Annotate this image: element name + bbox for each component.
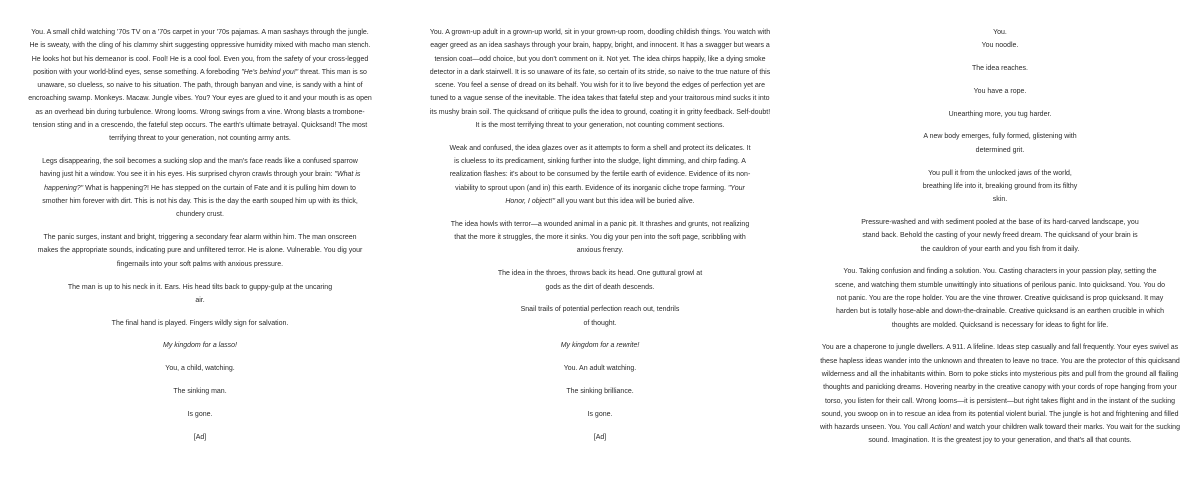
- paragraph: You have a rope.: [973, 87, 1027, 95]
- paragraph: The final hand is played. Fingers wildly sign for salvation.: [111, 319, 289, 327]
- paragraph-text: threat. This man is so unaware, so clueless, so naive to his situation. The path, through banyan and vine, is sandy with a hint of encroaching swamp. Monkeys. Macaw. Jungle vibes. You? Your eyes are glued to it and your mouth is as open as an overhead bin during turbulence. Wrong looms. Wrong swings from a vine. Wrong blasts a trombone-tension sting and in a crescendo, the fateful step occurs. The earth's ultimate betrayal. Quicksand! The most terrifying threat to your generation, not counting army ants.: [28, 68, 372, 143]
- column-left: [0, 0, 400, 488]
- paragraph-text: Legs disappearing, the soil becomes a sucking slop and the man's face reads like a confused sparrow having just hit a window. You see it in his eyes. His surprised chyron crawls through your brain:: [39, 158, 358, 179]
- ad-placeholder[interactable]: [Ad]: [193, 433, 207, 441]
- emphasis-text: Action!: [929, 424, 952, 432]
- paragraph: Snail trails of potential perfection reach out, tendrils of thought.: [520, 306, 680, 327]
- paragraph: The idea in the throes, throws back its head. One guttural growl at gods as the dirt of death descends.: [497, 270, 703, 291]
- paragraph-text: and watch your children walk toward their marks. You wait for the sucking sound. Imagination. It is the greatest joy to your generation, and that's all that counts.: [868, 424, 1180, 445]
- paragraph: [428, 142, 772, 208]
- paragraph: Is gone.: [187, 410, 213, 418]
- paragraph: The panic surges, instant and bright, triggering a secondary fear alarm within him. The man onscreen makes the appropriate sounds, indicating pure and unfiltered terror. He is alone. Vulnerable. You dig your fingernails into your soft palms with anxious pressure.: [37, 234, 363, 268]
- paragraph-text: all you want but this idea will be buried alive.: [554, 198, 695, 206]
- paragraph-text: What is happening?! He has stepped on the curtain of Fate and it is pulling him down to smother him forever with dirt. This is not his day. This is the day the earth souped him up with its thick, chundery crust.: [42, 184, 358, 219]
- paragraph: [820, 341, 1180, 447]
- paragraph: A new body emerges, fully formed, glistening with determined grit.: [923, 133, 1077, 154]
- paragraph-text: You. A small child watching '70s TV on a '70s carpet in your '70s pajamas. A man sashays through the jungle. He is sweaty, with the cling of his clammy shirt suggesting oppressive humidity mixed with macho man stench. He looks hot but his demeanor is cool. Fool! He is a cool fool. Even you, from the safety of your cross-legged position with your world-blind eyes, sense something. A foreboding: [29, 29, 371, 76]
- paragraph: Is gone.: [587, 410, 613, 418]
- ad-placeholder[interactable]: [Ad]: [593, 433, 607, 441]
- paragraph: The idea reaches.: [971, 65, 1029, 73]
- paragraph-text: You are a chaperone to jungle dwellers. A 911. A lifeline. Ideas step casually and fall frequently. Your eyes swivel as these hapless ideas wander into the unknown and threaten to leave no trace. You are the protector of this quicksand wilderness and all the inhabitants within. Born to poke sticks into mysterious pits and pull from the ground all flailing thoughts and panicking dreams. Hovering nearby in the creative canopy with your cords of rope hanging from your torso, you listen for their call. Wrong looms—it is persistent—but right takes flight and in the instant of the sucking sound, you swoop on in to rescue an idea from its potential violent burial. The jungle is hot and frightening and filled with hazards unseen. You. You call: [820, 344, 1180, 432]
- paragraph: The man is up to his neck in it. Ears. His head tilts back to guppy-gulp at the uncaring air.: [67, 283, 333, 304]
- paragraph-text: You.: [993, 29, 1007, 36]
- paragraph: [24, 155, 376, 221]
- emphasis-text: "Your Honor, I object!": [505, 184, 745, 206]
- paragraph: The idea howls with terror—a wounded animal in a panic pit. It thrashes and grunts, not realizing that the more it struggles, the more it sinks. You dig your pen into the soft page, scribbling with anxious frenzy.: [450, 220, 750, 255]
- paragraph-text: You noodle.: [981, 42, 1019, 50]
- column-middle: [400, 0, 800, 488]
- emphasis-text: "What is happening?": [44, 171, 361, 192]
- paragraph: You pull it from the unlocked jaws of the world, breathing life into it, breaking ground from its filthy skin.: [922, 169, 1078, 204]
- paragraph: The sinking brilliance.: [566, 388, 634, 396]
- emphasis-text: My kingdom for a rewrite!: [560, 342, 640, 350]
- paragraph: The sinking man.: [173, 388, 227, 396]
- paragraph: [24, 339, 376, 352]
- paragraph: You. Taking confusion and finding a solution. You. Casting characters in your passion play, setting the scene, and watching them stumble unwittingly into situations of perilous panic. Into quicksand. You. You do not panic. You are the rope holder. You are the vine thrower. Creative quicksand is prop quicksand. It may harden but is totally hose-able and down-the-drainable. Creative quicksand is an earthen crucible in which thoughts are molded. Quicksand is necessary for ideas to fight for life.: [835, 268, 1165, 329]
- paragraph: You. A grown-up adult in a grown-up world, sit in your grown-up room, doodling childish things. You watch with eager greed as an idea sashays through your brain, happy, bright, and innocent. It has a swagger but wears a tension coat—odd choice, but you don't comment on it. Not yet. The idea chirps happily, like a dying smoke detector in a dark stairwell. It is so unaware of its fate, so certain of its stride, so naive to the true nature of this scene. You feel a sense of dread on its behalf. You wish for it to live beyond the edges of perfection yet are tuned to a vague sense of the inevitable. The idea takes that fateful step and your traitorous mind sucks it into its mushy brain soil. The quicksand of critique pulls the idea to ground, coating it in gritty feedback. Self-doubt! It is the most terrifying threat to your generation, not counting comment sections.: [429, 29, 771, 130]
- emphasis-text: "He's behind you!": [241, 68, 299, 76]
- paragraph: You, a child, watching.: [165, 365, 235, 373]
- column-right: [800, 0, 1200, 488]
- paragraph: [820, 26, 1180, 53]
- paragraph: [428, 339, 772, 352]
- paragraph: Unearthing more, you tug harder.: [948, 110, 1052, 118]
- paragraph: [24, 26, 376, 146]
- emphasis-text: My kingdom for a lasso!: [163, 342, 237, 350]
- paragraph: Pressure-washed and with sediment pooled at the base of its hard-carved landscape, you stand back. Behold the casting of your newly freed dream. The quicksand of your brain is the cauldron of your earth and you fish from it daily.: [861, 218, 1139, 253]
- paragraph: You. An adult watching.: [563, 365, 637, 373]
- paragraph-text: Weak and confused, the idea glazes over as it attempts to form a shell and protect its delicates. It is clueless to its predicament, sinking further into the sludge, light dimming, and chirp fading. A realization flashes: it's about to be consumed by the fertile earth of evidence. Evidence of its non-viability to sprout upon (and in) this earth. Evidence of its inorganic cliche trope farming.: [449, 144, 751, 192]
